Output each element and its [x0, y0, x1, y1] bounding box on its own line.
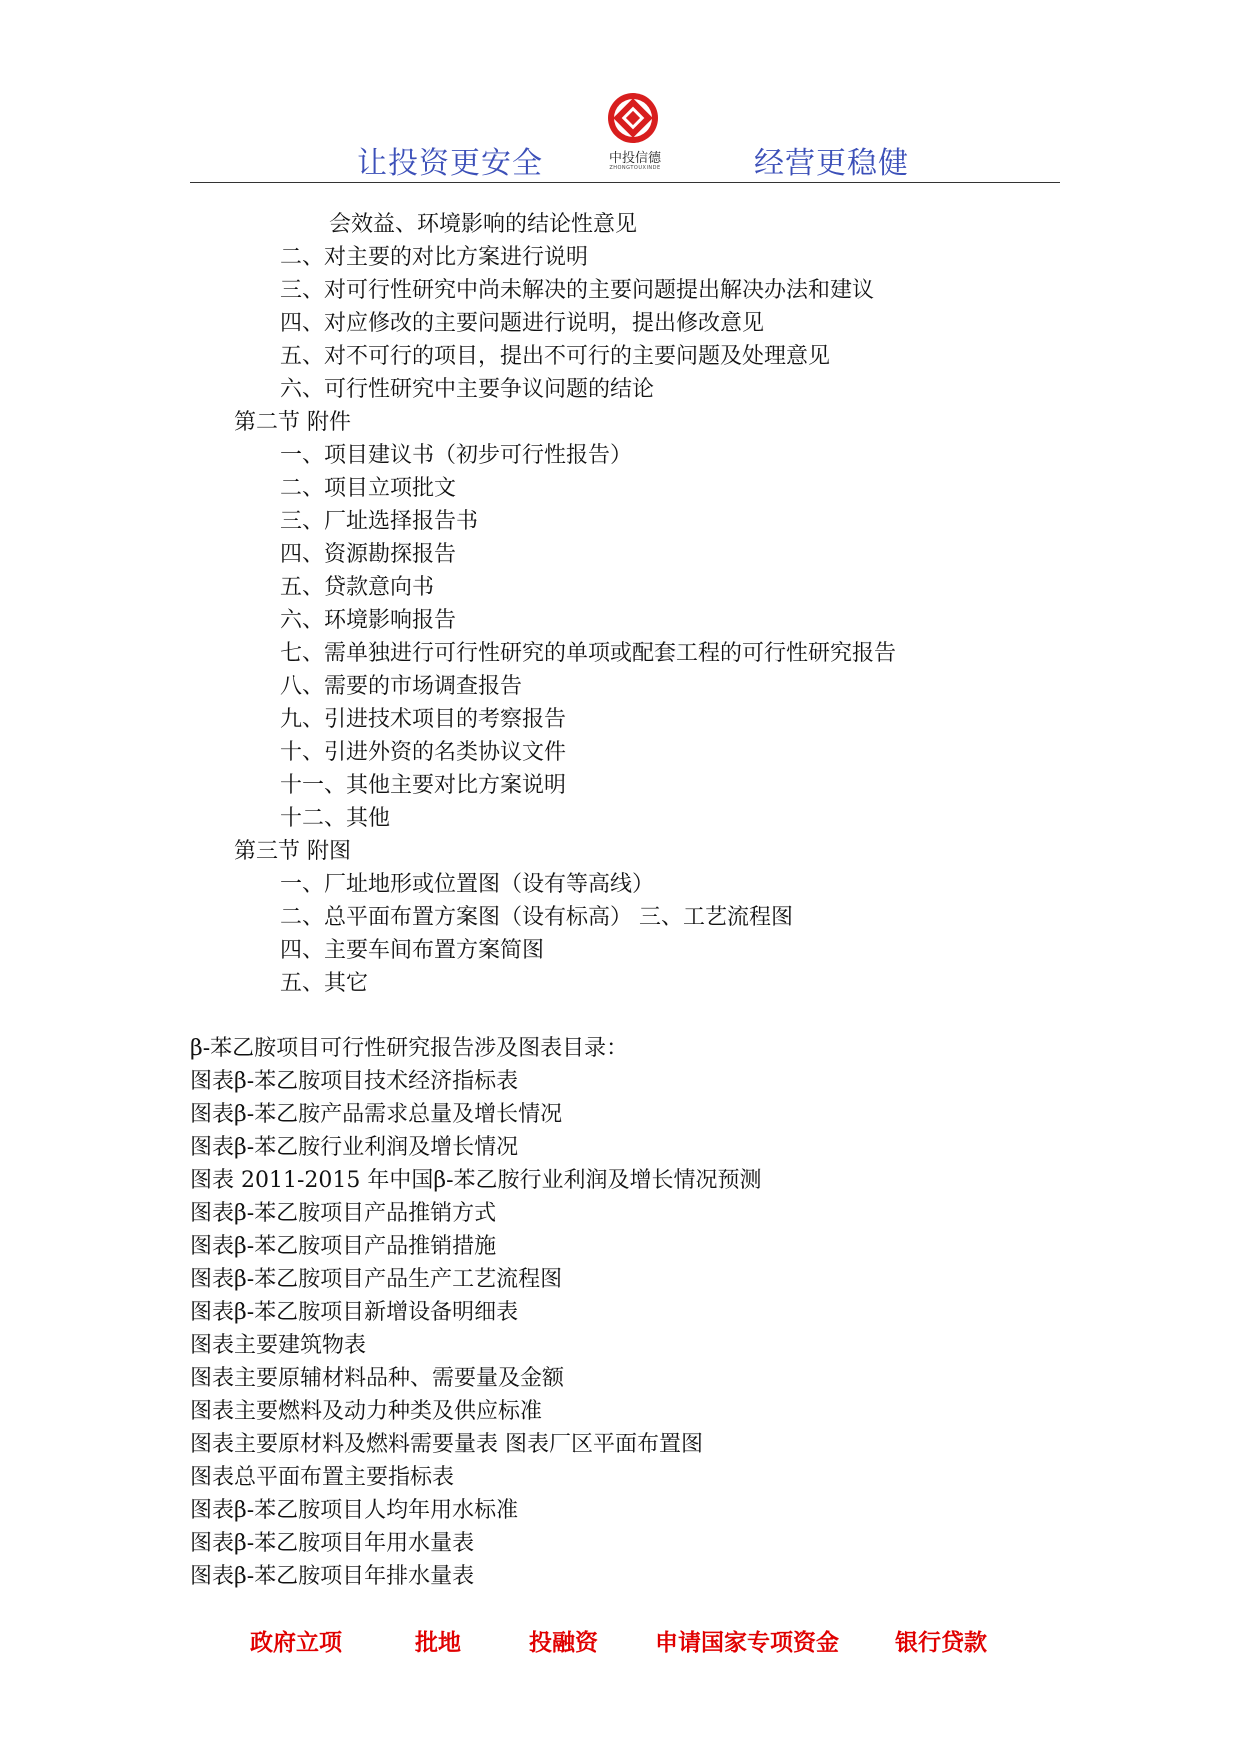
content-line-5: 六、可行性研究中主要争议问题的结论: [280, 377, 655, 402]
content-line-21: 二、总平面布置方案图（设有标高） 三、工艺流程图: [280, 905, 793, 930]
footer-link-land-approval[interactable]: 批地: [415, 1630, 461, 1656]
content-line-4: 五、对不可行的项目，提出不可行的主要问题及处理意见: [280, 344, 831, 369]
chart-list-item: 图表β-苯乙胺项目新增设备明细表: [190, 1300, 519, 1325]
header-slogan-left: 让投资更安全: [357, 146, 543, 181]
content-line-9: 三、厂址选择报告书: [280, 509, 479, 534]
footer-link-government-approval[interactable]: 政府立项: [250, 1630, 342, 1656]
chart-list-item: 图表主要原材料及燃料需要量表 图表厂区平面布置图: [190, 1432, 703, 1457]
chart-list-item: 图表主要建筑物表: [190, 1333, 367, 1358]
chart-list-item: 图表β-苯乙胺产品需求总量及增长情况: [190, 1102, 563, 1127]
content-line-3: 四、对应修改的主要问题进行说明，提出修改意见: [280, 311, 765, 336]
content-line-18: 十二、其他: [280, 806, 391, 831]
logo-subtext: ZHONGTOUXINDE: [609, 165, 661, 171]
content-line-0: 会效益、环境影响的结论性意见: [329, 212, 638, 237]
chart-list-item: 图表β-苯乙胺项目技术经济指标表: [190, 1069, 519, 1094]
header-slogan-right: 经营更稳健: [754, 146, 909, 181]
content-line-1: 二、对主要的对比方案进行说明: [280, 245, 589, 270]
content-line-22: 四、主要车间布置方案简图: [280, 938, 545, 963]
chart-list-item: 图表总平面布置主要指标表: [190, 1465, 455, 1490]
page-header: [0, 0, 1241, 190]
chart-list-item: 图表β-苯乙胺项目产品推销方式: [190, 1201, 497, 1226]
chart-list-item: 图表主要原辅材料品种、需要量及金额: [190, 1366, 565, 1391]
content-line-15: 九、引进技术项目的考察报告: [280, 707, 567, 732]
footer-link-investment-financing[interactable]: 投融资: [529, 1630, 598, 1656]
content-line-16: 十、引进外资的名类协议文件: [280, 740, 567, 765]
chart-list-item: 图表主要燃料及动力种类及供应标准: [190, 1399, 543, 1424]
content-line-20: 一、厂址地形或位置图（设有等高线）: [280, 872, 655, 897]
chart-list-item: 图表 2011-2015 年中国β-苯乙胺行业利润及增长情况预测: [190, 1168, 762, 1193]
chart-list-item: 图表β-苯乙胺项目年排水量表: [190, 1564, 475, 1589]
content-line-7: 一、项目建议书（初步可行性报告）: [280, 443, 633, 468]
section-heading-attachments: 第二节 附件: [234, 410, 351, 435]
footer-link-special-funds[interactable]: 申请国家专项资金: [655, 1630, 839, 1656]
section-heading-figures: 第三节 附图: [234, 839, 351, 864]
content-line-14: 八、需要的市场调查报告: [280, 674, 523, 699]
logo-text: 中投信德: [608, 151, 661, 166]
content-line-2: 三、对可行性研究中尚未解决的主要问题提出解决办法和建议: [280, 278, 875, 303]
chart-list-item: 图表β-苯乙胺项目人均年用水标准: [190, 1498, 519, 1523]
content-line-12: 六、环境影响报告: [280, 608, 457, 633]
chart-list-item: 图表β-苯乙胺项目产品生产工艺流程图: [190, 1267, 563, 1292]
page-footer: [0, 1628, 1241, 1668]
content-line-11: 五、贷款意向书: [280, 575, 435, 600]
content-line-17: 十一、其他主要对比方案说明: [280, 773, 567, 798]
content-line-10: 四、资源勘探报告: [280, 542, 457, 567]
chart-list-item: 图表β-苯乙胺项目产品推销措施: [190, 1234, 497, 1259]
chart-list-heading: β-苯乙胺项目可行性研究报告涉及图表目录：: [190, 1036, 629, 1061]
content-line-23: 五、其它: [280, 971, 369, 996]
header-divider: [190, 182, 1060, 183]
chart-list-item: 图表β-苯乙胺行业利润及增长情况: [190, 1135, 519, 1160]
chart-list-item: 图表β-苯乙胺项目年用水量表: [190, 1531, 475, 1556]
content-line-8: 二、项目立项批文: [280, 476, 457, 501]
content-line-13: 七、需单独进行可行性研究的单项或配套工程的可行性研究报告: [280, 641, 897, 666]
footer-link-bank-loans[interactable]: 银行贷款: [895, 1630, 987, 1656]
